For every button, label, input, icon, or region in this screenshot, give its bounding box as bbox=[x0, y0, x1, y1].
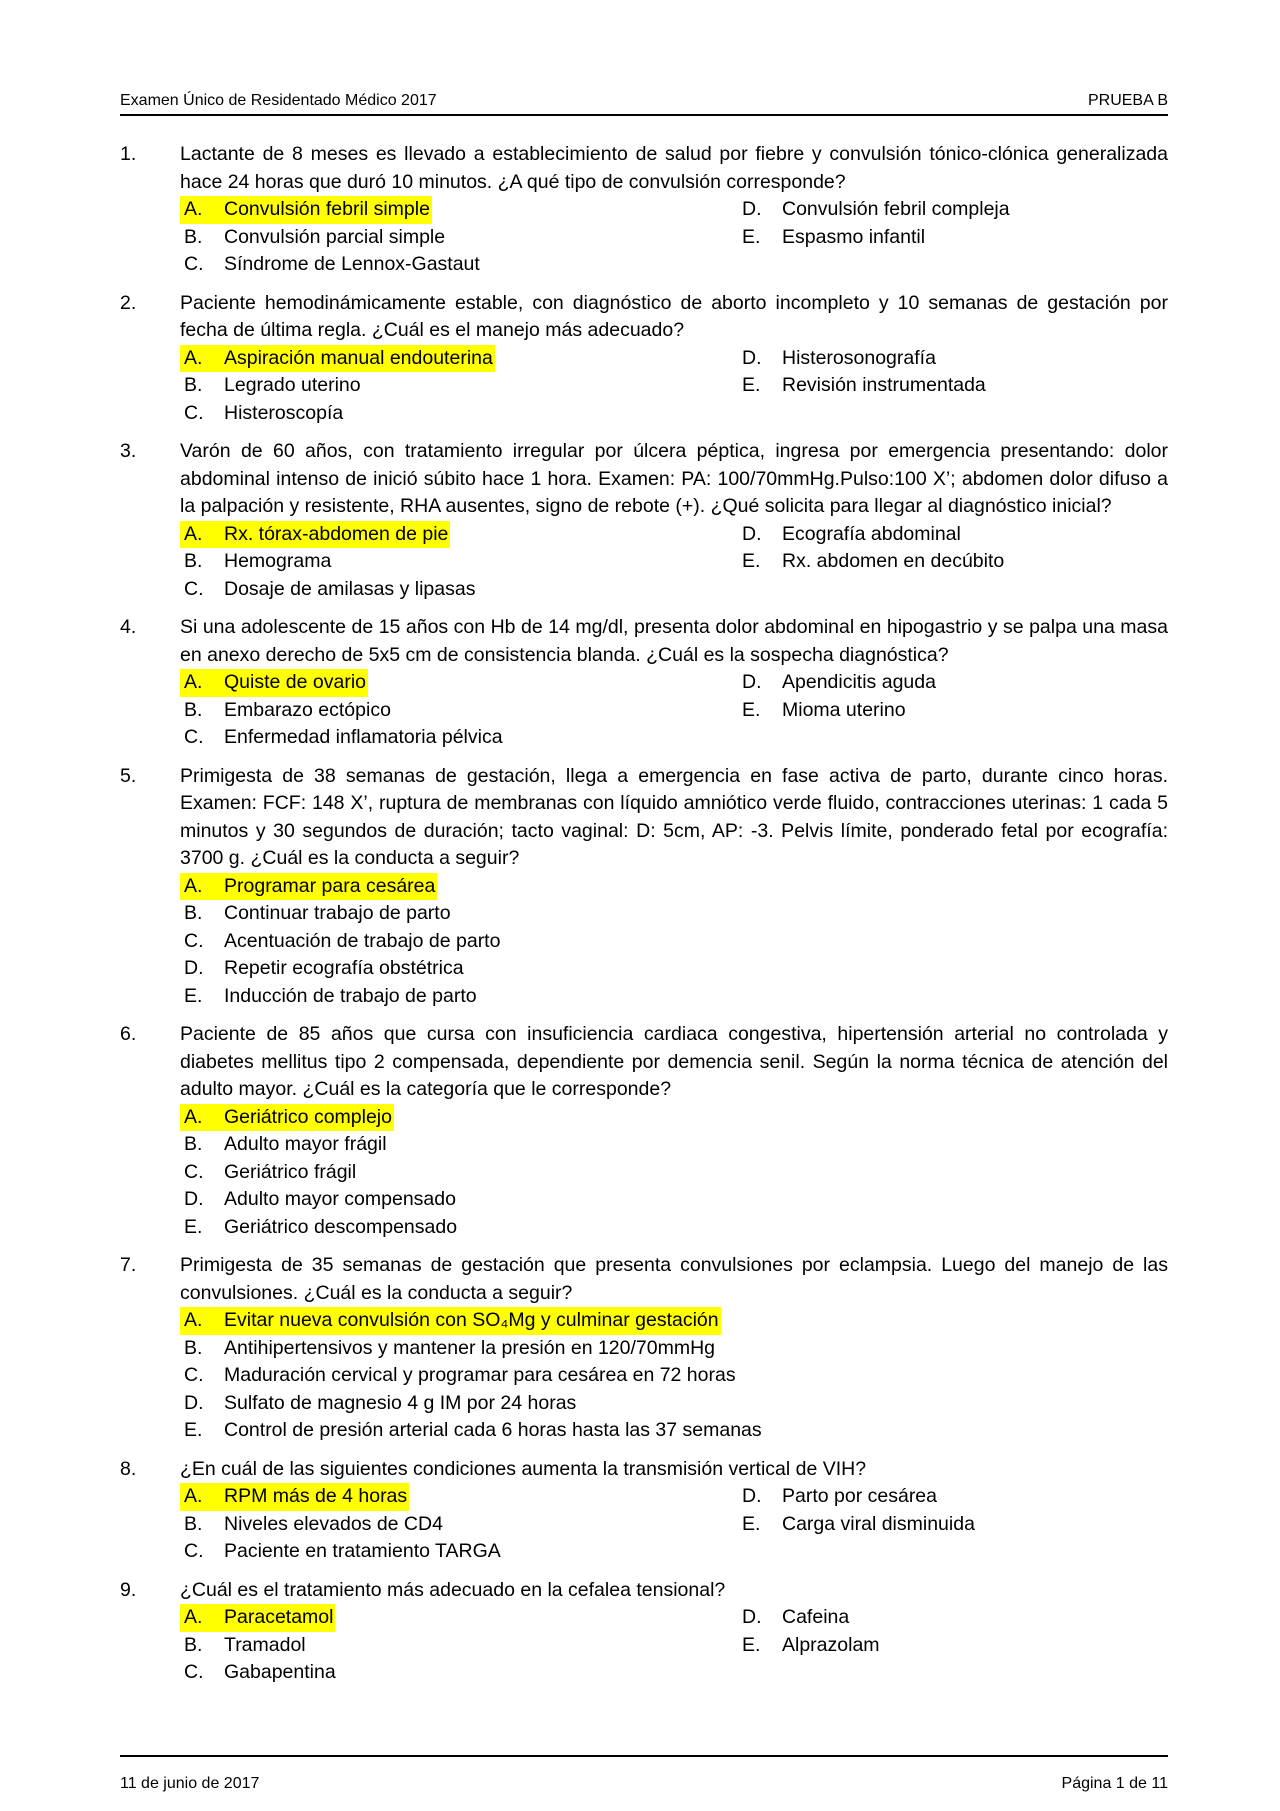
option-text: Rx. abdomen en decúbito bbox=[782, 550, 1005, 572]
option-letter: B. bbox=[184, 698, 203, 721]
option-letter: C. bbox=[184, 726, 204, 748]
question-number: 4. bbox=[120, 616, 137, 638]
question-item bbox=[120, 1577, 1168, 1687]
option-text: Rx. tórax-abdomen de pie bbox=[224, 522, 449, 545]
question-number: 1. bbox=[120, 143, 137, 165]
option-letter: E. bbox=[742, 374, 761, 396]
option-letter: B. bbox=[184, 1512, 203, 1535]
option-letter: D. bbox=[742, 198, 762, 220]
option-letter: B. bbox=[184, 1133, 203, 1155]
option-letter: A. bbox=[184, 1485, 203, 1507]
answer-option-b bbox=[180, 1131, 1168, 1159]
answer-option-e bbox=[738, 697, 1168, 725]
option-text: Alprazolam bbox=[782, 1633, 880, 1656]
option-text: Parto por cesárea bbox=[782, 1485, 938, 1507]
correct-answer-highlight bbox=[180, 1604, 335, 1632]
option-text: Embarazo ectópico bbox=[224, 698, 391, 721]
option-letter: D. bbox=[184, 957, 204, 979]
answer-option-a bbox=[180, 196, 738, 224]
test-version: PRUEBA B bbox=[1087, 92, 1168, 109]
answer-options bbox=[180, 196, 1168, 279]
option-letter: B. bbox=[184, 550, 203, 572]
option-text: RPM más de 4 horas bbox=[224, 1485, 408, 1507]
answer-option-d bbox=[738, 196, 1168, 224]
question-item bbox=[120, 438, 1168, 603]
option-letter: E. bbox=[184, 984, 203, 1007]
question-stem bbox=[120, 763, 1168, 873]
option-letter: D. bbox=[184, 1188, 204, 1210]
option-letter: C. bbox=[184, 401, 204, 424]
answer-option-a bbox=[180, 345, 738, 373]
answer-option-e bbox=[738, 1511, 1168, 1539]
answer-option-d bbox=[180, 1390, 1168, 1418]
option-text: Programar para cesárea bbox=[224, 874, 436, 897]
answer-option-d bbox=[738, 521, 1168, 549]
option-letter: A. bbox=[184, 874, 203, 897]
option-text: Histeroscopía bbox=[224, 401, 344, 424]
option-text: Enfermedad inflamatoria pélvica bbox=[224, 726, 503, 748]
answer-option-c bbox=[180, 928, 1168, 956]
option-letter: E. bbox=[742, 1633, 761, 1656]
answer-options bbox=[180, 669, 1168, 752]
answer-option-d bbox=[180, 955, 1168, 983]
answer-options bbox=[180, 1604, 1168, 1687]
correct-answer-highlight bbox=[180, 1104, 394, 1132]
option-text: Espasmo infantil bbox=[782, 225, 926, 248]
option-letter: A. bbox=[184, 1105, 203, 1128]
option-text: Geriátrico frágil bbox=[224, 1160, 357, 1183]
option-letter: B. bbox=[184, 374, 203, 396]
answer-options bbox=[180, 873, 1168, 1011]
page-number: Página 1 de 11 bbox=[1061, 1775, 1168, 1792]
question-item bbox=[120, 1021, 1168, 1241]
answer-options bbox=[180, 345, 1168, 428]
option-letter: B. bbox=[184, 225, 203, 248]
answer-option-d bbox=[738, 1483, 1168, 1511]
question-text: Paciente de 85 años que cursa con insuficiencia cardiaca congestiva, hipertensión arterial no controlada y diabetes mellitus tipo 2 compensada, dependiente por demencia senil. Según la norma técnica de atención del adulto mayor. ¿Cuál es la categoría que le corresponde? bbox=[180, 1023, 1168, 1100]
page-footer bbox=[120, 1755, 1168, 1793]
answer-option-b bbox=[180, 1335, 1168, 1363]
question-text: Primigesta de 35 semanas de gestación que presenta convulsiones por eclampsia. Luego del manejo de las convulsiones. ¿Cuál es la conducta a seguir? bbox=[180, 1254, 1168, 1304]
answer-option-c bbox=[180, 1538, 738, 1566]
option-letter: D. bbox=[742, 1606, 762, 1628]
answer-option-b bbox=[180, 1632, 738, 1660]
option-text: Geriátrico descompensado bbox=[224, 1215, 458, 1238]
exam-date: 11 de junio de 2017 bbox=[120, 1775, 260, 1792]
answer-option-d bbox=[738, 345, 1168, 373]
correct-answer-highlight bbox=[180, 521, 450, 549]
answer-option-b bbox=[180, 224, 738, 252]
question-item bbox=[120, 1252, 1168, 1445]
option-text: Adulto mayor frágil bbox=[224, 1133, 387, 1155]
option-letter: C. bbox=[184, 929, 204, 952]
option-letter: C. bbox=[184, 1364, 204, 1386]
option-letter: D. bbox=[742, 346, 762, 369]
question-stem bbox=[120, 1456, 1168, 1484]
correct-answer-highlight bbox=[180, 669, 368, 697]
option-text: Ecografía abdominal bbox=[782, 522, 961, 545]
answer-option-b bbox=[180, 372, 738, 400]
option-letter: E. bbox=[742, 225, 761, 248]
option-text: Sulfato de magnesio 4 g IM por 24 horas bbox=[224, 1391, 577, 1414]
question-text: Varón de 60 años, con tratamiento irregular por úlcera péptica, ingresa por emergencia presentando: dolor abdominal intenso de inició súbito hace 1 hora. Examen: PA: 100/70mmHg.Pulso:100 X’; abdomen dolor difuso a la palpación y resistente, RHA ausentes, signo de rebote (+). ¿Qué solicita para llegar al diagnóstico inicial? bbox=[180, 440, 1168, 517]
question-number: 9. bbox=[120, 1578, 137, 1601]
option-text: Niveles elevados de CD4 bbox=[224, 1512, 443, 1535]
option-text: Carga viral disminuida bbox=[782, 1512, 975, 1535]
option-text: Paracetamol bbox=[224, 1606, 334, 1628]
option-letter: E. bbox=[742, 698, 761, 721]
question-stem bbox=[120, 290, 1168, 345]
answer-option-c bbox=[180, 1159, 1168, 1187]
answer-option-c bbox=[180, 576, 738, 604]
option-letter: C. bbox=[184, 1160, 204, 1183]
option-text: Histerosonografía bbox=[782, 346, 936, 369]
option-text: Cafeina bbox=[782, 1606, 850, 1628]
correct-answer-highlight bbox=[180, 1307, 721, 1335]
question-text: ¿Cuál es el tratamiento más adecuado en la cefalea tensional? bbox=[180, 1578, 726, 1601]
option-text: Antihipertensivos y mantener la presión en 120/70mmHg bbox=[224, 1336, 716, 1359]
answer-option-e bbox=[738, 372, 1168, 400]
correct-answer-highlight bbox=[180, 196, 432, 224]
question-text: Si una adolescente de 15 años con Hb de 14 mg/dl, presenta dolor abdominal en hipogastrio y se palpa una masa en anexo derecho de 5x5 cm de consistencia blanda. ¿Cuál es la sospecha diagnóstica? bbox=[180, 616, 1168, 666]
option-letter: D. bbox=[742, 522, 762, 545]
option-letter: B. bbox=[184, 1336, 203, 1359]
option-letter: E. bbox=[742, 1512, 761, 1535]
answer-option-e bbox=[738, 1632, 1168, 1660]
option-letter: E. bbox=[742, 550, 761, 572]
option-letter: C. bbox=[184, 1540, 204, 1562]
option-text: Evitar nueva convulsión con SO₄Mg y culminar gestación bbox=[224, 1309, 719, 1331]
answer-option-a bbox=[180, 1307, 1168, 1335]
option-letter: A. bbox=[184, 1606, 203, 1628]
option-letter: A. bbox=[184, 522, 203, 545]
question-number: 8. bbox=[120, 1457, 137, 1480]
answer-option-e bbox=[180, 1214, 1168, 1242]
answer-option-c bbox=[180, 400, 738, 428]
option-text: Gabapentina bbox=[224, 1661, 336, 1683]
question-number: 6. bbox=[120, 1023, 137, 1045]
option-text: Repetir ecografía obstétrica bbox=[224, 957, 464, 979]
question-stem bbox=[120, 614, 1168, 669]
correct-answer-highlight bbox=[180, 1483, 409, 1511]
answer-option-a bbox=[180, 1483, 738, 1511]
answer-option-c bbox=[180, 724, 738, 752]
answer-option-b bbox=[180, 697, 738, 725]
answer-option-e bbox=[738, 224, 1168, 252]
answer-option-b bbox=[180, 900, 1168, 928]
answer-option-a bbox=[180, 1104, 1168, 1132]
option-letter: E. bbox=[184, 1215, 203, 1238]
option-text: Maduración cervical y programar para cesárea en 72 horas bbox=[224, 1364, 736, 1386]
question-stem bbox=[120, 438, 1168, 521]
option-text: Quiste de ovario bbox=[224, 671, 366, 693]
option-text: Control de presión arterial cada 6 horas hasta las 37 semanas bbox=[224, 1419, 762, 1441]
option-letter: A. bbox=[184, 1309, 203, 1331]
option-text: Convulsión febril compleja bbox=[782, 198, 1010, 220]
answer-option-b bbox=[180, 1511, 738, 1539]
answer-option-e bbox=[738, 548, 1168, 576]
option-letter: C. bbox=[184, 577, 204, 600]
option-text: Geriátrico complejo bbox=[224, 1105, 392, 1128]
option-text: Apendicitis aguda bbox=[782, 671, 936, 693]
option-text: Dosaje de amilasas y lipasas bbox=[224, 577, 476, 600]
question-text: Lactante de 8 meses es llevado a establecimiento de salud por fiebre y convulsión tónico-clónica generalizada hace 24 horas que duró 10 minutos. ¿A qué tipo de convulsión corresponde? bbox=[180, 143, 1168, 193]
option-letter: E. bbox=[184, 1419, 203, 1441]
question-number: 5. bbox=[120, 764, 137, 787]
question-item bbox=[120, 1456, 1168, 1566]
answer-option-c bbox=[180, 251, 738, 279]
option-text: Convulsión febril simple bbox=[224, 198, 430, 220]
option-text: Hemograma bbox=[224, 550, 332, 572]
option-text: Convulsión parcial simple bbox=[224, 225, 446, 248]
answer-options bbox=[180, 1307, 1168, 1445]
option-text: Revisión instrumentada bbox=[782, 374, 986, 396]
question-stem bbox=[120, 1577, 1168, 1605]
option-letter: C. bbox=[184, 1661, 204, 1683]
answer-option-a bbox=[180, 873, 1168, 901]
question-item bbox=[120, 290, 1168, 428]
correct-answer-highlight bbox=[180, 345, 495, 373]
answer-options bbox=[180, 521, 1168, 604]
correct-answer-highlight bbox=[180, 873, 437, 901]
answer-option-e bbox=[180, 983, 1168, 1011]
question-stem bbox=[120, 141, 1168, 196]
option-text: Paciente en tratamiento TARGA bbox=[224, 1540, 501, 1562]
answer-option-a bbox=[180, 669, 738, 697]
option-text: Adulto mayor compensado bbox=[224, 1188, 456, 1210]
answer-option-c bbox=[180, 1362, 1168, 1390]
option-letter: B. bbox=[184, 902, 203, 924]
question-item bbox=[120, 614, 1168, 752]
question-list bbox=[120, 141, 1168, 1698]
option-letter: D. bbox=[184, 1391, 204, 1414]
question-text: Primigesta de 38 semanas de gestación, llega a emergencia en fase activa de parto, durante cinco horas. Examen: FCF: 148 X’, ruptura de membranas con líquido amniótico verde fluido, contracciones uterinas: 1 cada 5 minutos y 30 segundos de duración; tacto vaginal: D: 5cm, AP: -3. Pelvis límite, ponderado fetal por ecografía: 3700 g. ¿Cuál es la conducta a seguir? bbox=[180, 764, 1168, 869]
exam-title: Examen Único de Residentado Médico 2017 bbox=[120, 92, 437, 109]
option-text: Acentuación de trabajo de parto bbox=[224, 929, 501, 952]
option-letter: D. bbox=[742, 671, 762, 693]
question-stem bbox=[120, 1252, 1168, 1307]
option-text: Inducción de trabajo de parto bbox=[224, 984, 477, 1007]
question-item bbox=[120, 141, 1168, 279]
answer-option-d bbox=[180, 1186, 1168, 1214]
option-letter: A. bbox=[184, 671, 203, 693]
question-stem bbox=[120, 1021, 1168, 1104]
option-text: Síndrome de Lennox-Gastaut bbox=[224, 253, 480, 275]
option-text: Legrado uterino bbox=[224, 374, 361, 396]
answer-option-a bbox=[180, 1604, 738, 1632]
option-text: Tramadol bbox=[224, 1633, 306, 1656]
answer-options bbox=[180, 1483, 1168, 1566]
option-text: Continuar trabajo de parto bbox=[224, 902, 451, 924]
answer-option-d bbox=[738, 669, 1168, 697]
question-number: 3. bbox=[120, 440, 137, 462]
question-text: Paciente hemodinámicamente estable, con diagnóstico de aborto incompleto y 10 semanas de gestación por fecha de última regla. ¿Cuál es el manejo más adecuado? bbox=[180, 291, 1168, 341]
answer-option-c bbox=[180, 1659, 738, 1687]
option-text: Mioma uterino bbox=[782, 698, 906, 721]
answer-options bbox=[180, 1104, 1168, 1242]
page-header bbox=[120, 92, 1168, 116]
question-number: 2. bbox=[120, 291, 137, 314]
answer-option-a bbox=[180, 521, 738, 549]
answer-option-d bbox=[738, 1604, 1168, 1632]
option-letter: A. bbox=[184, 198, 203, 220]
option-text: Aspiración manual endouterina bbox=[224, 346, 493, 369]
option-letter: B. bbox=[184, 1633, 203, 1656]
question-number: 7. bbox=[120, 1254, 137, 1276]
option-letter: C. bbox=[184, 253, 204, 275]
option-letter: A. bbox=[184, 346, 203, 369]
option-letter: D. bbox=[742, 1485, 762, 1507]
answer-option-b bbox=[180, 548, 738, 576]
question-text: ¿En cuál de las siguientes condiciones aumenta la transmisión vertical de VIH? bbox=[180, 1457, 867, 1480]
question-item bbox=[120, 763, 1168, 1011]
answer-option-e bbox=[180, 1417, 1168, 1445]
